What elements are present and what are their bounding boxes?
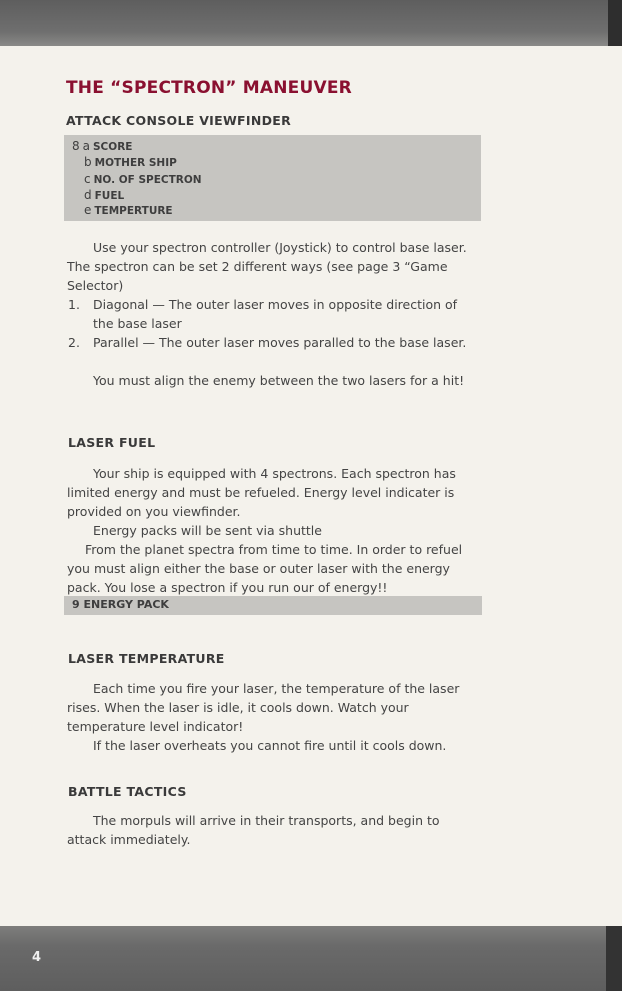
spectron-modes-list	[68, 295, 480, 352]
legend-letter: c	[84, 172, 91, 186]
legend-item-mother-ship	[84, 155, 177, 169]
legend-item-spectron-count	[84, 172, 202, 186]
legend-letter: d	[84, 188, 92, 202]
list-item-diagonal	[68, 295, 480, 333]
list-number: 2.	[68, 335, 80, 350]
bottom-scan-band	[0, 926, 622, 991]
legend-letter: a	[82, 139, 90, 153]
top-scan-band	[0, 0, 622, 46]
paragraph-align: You must align the enemy between the two lasers for a hit!	[93, 373, 465, 388]
legend-item-temperture	[84, 203, 173, 217]
legend-label: NO. OF SPECTRON	[93, 174, 202, 186]
legend-label: TEMPERTURE	[94, 205, 173, 217]
list-item-parallel	[68, 333, 480, 352]
legend-number: 8	[72, 139, 80, 153]
heading-attack-console: ATTACK CONSOLE VIEWFINDER	[66, 113, 292, 128]
legend-item-fuel	[84, 188, 124, 202]
legend-label: SCORE	[93, 141, 133, 153]
heading-battle-tactics: BATTLE TACTICS	[68, 784, 187, 799]
paragraph-overheat: If the laser overheats you cannot fire until it cools down.	[93, 738, 447, 753]
paragraph-energy-packs: Energy packs will be sent via shuttle	[93, 523, 322, 538]
paragraph-controller: Use your spectron controller (Joystick) to control base laser. The spectron can be set 2 different ways (see page 3 “Game Selector)	[67, 240, 467, 293]
list-text: Diagonal — The outer laser moves in opposite direction of the base laser	[93, 297, 458, 331]
list-text: Parallel — The outer laser moves paralled to the base laser.	[93, 335, 467, 350]
paragraph-refuel: From the planet spectra from time to time. In order to refuel you must align either the base or outer laser with the energy pack. You lose a spectron if you run our of energy!!	[67, 542, 463, 595]
legend-letter: e	[84, 203, 92, 217]
paragraph-fuel-intro: Your ship is equipped with 4 spectrons. Each spectron has limited energy and must be refueled. Energy level indicater is provided on you viewfinder.	[67, 466, 456, 519]
list-number: 1.	[68, 297, 80, 312]
page-title: THE “SPECTRON” MANEUVER	[66, 78, 352, 98]
legend-label: MOTHER SHIP	[94, 157, 177, 169]
legend-label: FUEL	[94, 190, 125, 202]
legend-letter: b	[84, 155, 92, 169]
energy-pack-label: 9 ENERGY PACK	[72, 598, 169, 611]
paragraph-battle: The morpuls will arrive in their transports, and begin to attack immediately.	[67, 813, 440, 847]
heading-laser-fuel: LASER FUEL	[68, 435, 156, 450]
page-number: 4	[32, 950, 42, 965]
console-legend-box	[64, 135, 481, 221]
heading-laser-temperature: LASER TEMPERATURE	[68, 651, 225, 666]
legend-item-score	[72, 139, 132, 153]
energy-pack-bar	[64, 596, 482, 615]
paragraph-temperature: Each time you fire your laser, the temperature of the laser rises. When the laser is idle, it cools down. Watch your temperature level indicator!	[67, 681, 460, 734]
